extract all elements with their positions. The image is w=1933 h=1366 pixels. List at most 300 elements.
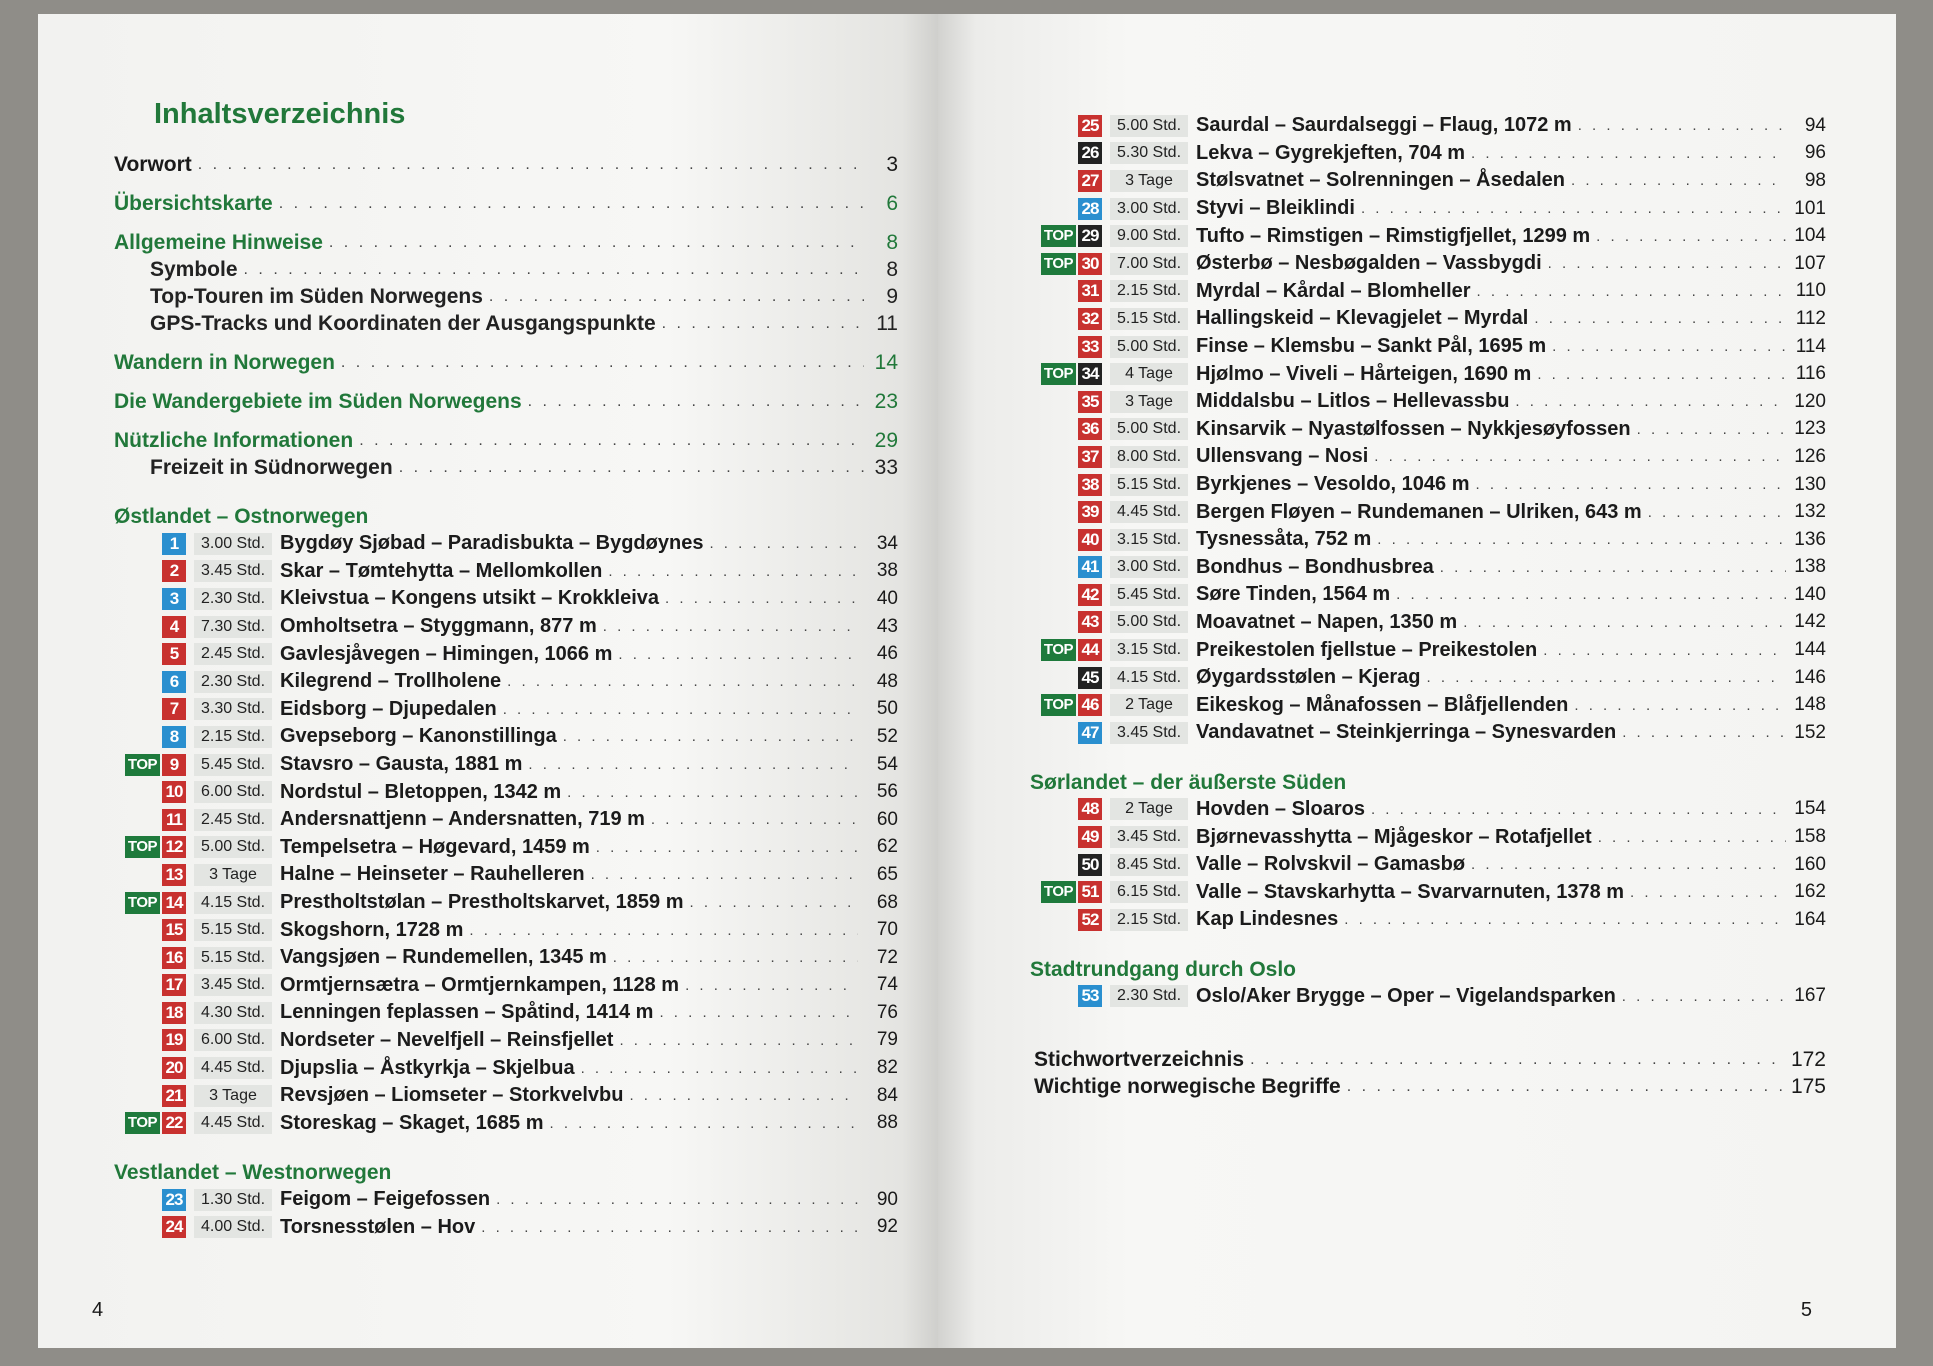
toc-entry-label: Die Wandergebiete im Süden Norwegens — [114, 390, 522, 413]
tour-name: Revsjøen – Liomseter – Storkvelvbu — [280, 1084, 624, 1107]
leader-dots — [1476, 476, 1787, 493]
tour-duration: 3.45 Std. — [194, 560, 272, 582]
tour-page: 123 — [1794, 418, 1826, 440]
tour-name: Bjørnevasshytta – Mjågeskor – Rotafjellet — [1196, 825, 1592, 848]
toc-entry-page: 3 — [886, 153, 898, 176]
tour-badges — [1030, 909, 1102, 931]
tour-name: Eidsborg – Djupedalen — [280, 697, 497, 720]
top-badge: TOP — [1041, 363, 1076, 385]
tour-entry[interactable] — [1030, 360, 1826, 388]
tour-name: Stavsro – Gausta, 1881 m — [280, 753, 523, 776]
tour-name: Vangsjøen – Rundemellen, 1345 m — [280, 946, 607, 969]
tour-number-badge: 18 — [162, 1002, 186, 1024]
tour-entry[interactable] — [1030, 388, 1826, 416]
tour-duration: 3 Tage — [1110, 170, 1188, 192]
tour-entry[interactable] — [114, 916, 898, 944]
tour-badges — [1030, 142, 1102, 164]
toc-entry[interactable] — [114, 256, 898, 283]
tour-page: 38 — [876, 560, 898, 582]
tour-badges — [114, 1085, 186, 1107]
tour-entry[interactable] — [1030, 471, 1826, 499]
leader-dots — [481, 1219, 858, 1236]
tour-duration: 4.45 Std. — [1110, 501, 1188, 523]
toc-entry-label: Symbole — [150, 258, 238, 281]
tour-entry[interactable] — [114, 668, 898, 696]
tour-number-badge: 47 — [1078, 722, 1102, 744]
tour-duration: 3.15 Std. — [1110, 529, 1188, 551]
tour-badges — [114, 1057, 186, 1079]
tour-duration: 5.30 Std. — [1110, 142, 1188, 164]
tour-entry[interactable] — [114, 1214, 898, 1242]
tour-entry[interactable] — [114, 1054, 898, 1082]
tour-badges — [114, 726, 186, 748]
right-page — [938, 14, 1896, 1348]
tour-page: 140 — [1794, 583, 1826, 605]
tour-page: 88 — [876, 1112, 898, 1134]
tour-badges — [1030, 985, 1102, 1007]
tour-page: 160 — [1794, 853, 1826, 875]
tour-page: 136 — [1794, 528, 1826, 550]
tour-entry[interactable] — [1030, 609, 1826, 637]
tour-page: 74 — [876, 974, 898, 996]
leader-dots — [1427, 669, 1786, 686]
tour-entry[interactable] — [1030, 250, 1826, 278]
tour-number-badge: 30 — [1078, 253, 1102, 275]
tour-number-badge: 2 — [162, 560, 186, 582]
tour-badges — [1030, 418, 1102, 440]
leader-dots — [1578, 117, 1786, 134]
tour-name: Lekva – Gygrekjeften, 704 m — [1196, 141, 1466, 164]
tour-badges — [1030, 474, 1102, 496]
tour-name: Moavatnet – Napen, 1350 m — [1196, 610, 1458, 633]
tour-duration: 2 Tage — [1110, 694, 1188, 716]
tour-entry[interactable] — [114, 723, 898, 751]
tour-name: Lenningen feplassen – Spåtind, 1414 m — [280, 1001, 654, 1024]
tour-page: 76 — [876, 1001, 898, 1023]
leader-dots — [503, 701, 858, 718]
leader-dots — [618, 646, 858, 663]
leader-dots — [1537, 366, 1786, 383]
tour-page: 82 — [876, 1057, 898, 1079]
tour-number-badge: 13 — [162, 864, 186, 886]
leader-dots — [665, 590, 858, 607]
leader-dots — [496, 1191, 858, 1208]
tour-badges — [114, 781, 186, 803]
tour-number-badge: 28 — [1078, 198, 1102, 220]
leader-dots — [690, 894, 859, 911]
tour-duration: 3 Tage — [194, 864, 272, 886]
tour-entry[interactable] — [114, 640, 898, 668]
leader-dots — [1552, 338, 1786, 355]
tour-badges — [114, 754, 186, 776]
tour-page: 65 — [876, 863, 898, 885]
tour-duration: 4.15 Std. — [1110, 667, 1188, 689]
tour-name: Kleivstua – Kongens utsikt – Krokkleiva — [280, 587, 660, 610]
tour-number-badge: 7 — [162, 698, 186, 720]
tour-entry[interactable] — [1030, 140, 1826, 168]
tour-name: Vandavatnet – Steinkjerringa – Synesvarden — [1196, 721, 1617, 744]
tour-entry[interactable] — [114, 1186, 898, 1214]
tour-number-badge: 16 — [162, 947, 186, 969]
tour-entry[interactable] — [1030, 195, 1826, 223]
tour-number-badge: 37 — [1078, 446, 1102, 468]
tour-badges — [1030, 798, 1102, 820]
tour-badges — [114, 864, 186, 886]
tour-entry[interactable] — [1030, 526, 1826, 554]
toc-entry-page: 9 — [886, 285, 898, 308]
tour-page: 130 — [1794, 473, 1826, 495]
tour-badges — [114, 836, 186, 858]
tour-page: 144 — [1794, 639, 1826, 661]
tour-duration: 4.15 Std. — [194, 892, 272, 914]
tour-badges — [1030, 391, 1102, 413]
tour-entry[interactable] — [1030, 581, 1826, 609]
tour-entry[interactable] — [114, 1082, 898, 1110]
tour-name: Skogshorn, 1728 m — [280, 918, 464, 941]
tour-name: Nordseter – Nevelfjell – Reinsfjellet — [280, 1028, 614, 1051]
tour-number-badge: 50 — [1078, 854, 1102, 876]
tour-entry[interactable] — [1030, 443, 1826, 471]
tour-entry[interactable] — [1030, 636, 1826, 664]
tour-badges — [114, 671, 186, 693]
tour-badges — [1030, 667, 1102, 689]
leader-dots — [1574, 697, 1786, 714]
tour-entry[interactable] — [1030, 719, 1826, 747]
tour-name: Middalsbu – Litlos – Hellevassbu — [1196, 390, 1510, 413]
tour-badges — [1030, 446, 1102, 468]
tour-duration: 3.00 Std. — [1110, 198, 1188, 220]
tour-badges — [1030, 826, 1102, 848]
tour-badges — [1030, 280, 1102, 302]
tour-entry[interactable] — [114, 696, 898, 724]
leader-dots — [399, 454, 864, 481]
tour-entry[interactable] — [1030, 112, 1826, 140]
toc-entry[interactable] — [114, 427, 898, 454]
tour-entry[interactable] — [114, 806, 898, 834]
leader-dots — [244, 256, 864, 283]
tour-badges — [1030, 694, 1102, 716]
tour-duration: 5.15 Std. — [194, 947, 272, 969]
tour-number-badge: 24 — [162, 1216, 186, 1238]
tour-entry[interactable] — [114, 1109, 898, 1137]
tour-page: 84 — [876, 1084, 898, 1106]
toc-entry-label: Nützliche Informationen — [114, 429, 354, 452]
tour-entry[interactable] — [114, 999, 898, 1027]
leader-dots — [1471, 856, 1786, 873]
top-badge: TOP — [1041, 881, 1076, 903]
tour-number-badge: 1 — [162, 533, 186, 555]
tour-duration: 7.30 Std. — [194, 616, 272, 638]
toc-entry[interactable] — [114, 151, 898, 178]
tour-page: 104 — [1794, 225, 1826, 247]
tour-number-badge: 3 — [162, 588, 186, 610]
tour-number-badge: 36 — [1078, 418, 1102, 440]
tour-entry[interactable] — [114, 834, 898, 862]
tour-number-badge: 12 — [162, 836, 186, 858]
tour-badges — [1030, 170, 1102, 192]
tour-page: 120 — [1794, 390, 1826, 412]
tour-entry[interactable] — [1030, 851, 1826, 879]
tour-entry[interactable] — [114, 889, 898, 917]
tour-entry[interactable] — [114, 778, 898, 806]
tour-duration: 2.15 Std. — [194, 726, 272, 748]
tour-page: 56 — [876, 781, 898, 803]
tour-page: 110 — [1795, 280, 1826, 302]
leader-dots — [1440, 559, 1786, 576]
tour-badges — [1030, 611, 1102, 633]
tour-name: Styvi – Bleiklindi — [1196, 197, 1355, 220]
tour-duration: 2.30 Std. — [194, 671, 272, 693]
end-entries — [1030, 1046, 1826, 1100]
tour-entry[interactable] — [1030, 333, 1826, 361]
leader-dots — [1377, 531, 1786, 548]
toc-entry[interactable] — [114, 349, 898, 376]
tour-name: Hovden – Sloaros — [1196, 797, 1365, 820]
tour-badges — [1030, 363, 1102, 385]
tour-name: Eikeskog – Månafossen – Blåfjellenden — [1196, 693, 1569, 716]
leader-dots — [659, 1004, 858, 1021]
toc-entry-page: 33 — [874, 456, 898, 479]
tour-page: 98 — [1804, 169, 1826, 191]
tour-page: 52 — [876, 725, 898, 747]
leader-dots — [1374, 448, 1786, 465]
tour-entry[interactable] — [1030, 691, 1826, 719]
leader-dots — [591, 866, 858, 883]
tour-page: 162 — [1794, 881, 1826, 903]
tour-number-badge: 11 — [162, 809, 186, 831]
tour-badges — [114, 588, 186, 610]
tour-name: Søre Tinden, 1564 m — [1196, 583, 1391, 606]
tour-entry[interactable] — [1030, 983, 1826, 1011]
tour-badges — [1030, 722, 1102, 744]
tour-entry[interactable] — [114, 751, 898, 779]
tour-page: 148 — [1794, 694, 1826, 716]
leader-dots — [1548, 255, 1786, 272]
tour-entry[interactable] — [1030, 878, 1826, 906]
tour-entry[interactable] — [114, 613, 898, 641]
tour-entry[interactable] — [1030, 906, 1826, 934]
tour-page: 90 — [876, 1188, 898, 1210]
tour-entry[interactable] — [1030, 664, 1826, 692]
tour-number-badge: 42 — [1078, 584, 1102, 606]
tour-name: Preikestolen fjellstue – Preikestolen — [1196, 638, 1538, 661]
tour-name: Gavlesjåvegen – Himingen, 1066 m — [280, 642, 613, 665]
tour-number-badge: 23 — [162, 1189, 186, 1211]
tour-badges — [114, 919, 186, 941]
tour-duration: 1.30 Std. — [194, 1189, 272, 1211]
tour-number-badge: 32 — [1078, 308, 1102, 330]
tour-name: Nordstul – Bletoppen, 1342 m — [280, 780, 562, 803]
leader-dots — [1396, 586, 1786, 603]
tour-duration: 4.45 Std. — [194, 1112, 272, 1134]
tour-page: 101 — [1794, 197, 1826, 219]
tour-badges — [114, 947, 186, 969]
tour-entry[interactable] — [1030, 416, 1826, 444]
toc-entry[interactable] — [1030, 1046, 1826, 1073]
tour-name: Ullensvang – Nosi — [1196, 445, 1369, 468]
tour-entry[interactable] — [1030, 554, 1826, 582]
tour-duration: 4 Tage — [1110, 363, 1188, 385]
tour-number-badge: 15 — [162, 919, 186, 941]
tour-name: Kap Lindesnes — [1196, 908, 1339, 931]
tour-number-badge: 25 — [1078, 115, 1102, 137]
leader-dots — [651, 811, 858, 828]
tour-badges — [1030, 556, 1102, 578]
tour-number-badge: 17 — [162, 974, 186, 996]
tour-page: 43 — [876, 615, 898, 637]
tour-badges — [1030, 854, 1102, 876]
toc-entry[interactable] — [114, 190, 898, 217]
tour-page: 70 — [876, 919, 898, 941]
tour-entry[interactable] — [1030, 823, 1826, 851]
tour-page: 92 — [876, 1216, 898, 1238]
tour-name: Halne – Heinseter – Rauhelleren — [280, 863, 585, 886]
tour-duration: 3.30 Std. — [194, 698, 272, 720]
tour-entry[interactable] — [114, 585, 898, 613]
tour-duration: 4.00 Std. — [194, 1216, 272, 1238]
tour-page: 48 — [876, 670, 898, 692]
tour-name: Tempelsetra – Høgevard, 1459 m — [280, 835, 590, 858]
tour-page: 96 — [1804, 142, 1826, 164]
tour-name: Skar – Tømtehytta – Mellomkollen — [280, 559, 603, 582]
tour-badges — [1030, 501, 1102, 523]
tour-name: Bergen Fløyen – Rundemanen – Ulriken, 643 m — [1196, 500, 1642, 523]
tour-duration: 3 Tage — [194, 1085, 272, 1107]
leader-dots — [1534, 310, 1786, 327]
tour-page: 34 — [876, 532, 898, 554]
toc-entry-label: Übersichtskarte — [114, 192, 273, 215]
leader-dots — [685, 977, 858, 994]
tour-name: Djupslia – Åstkyrkja – Skjelbua — [280, 1056, 575, 1079]
toc-entry-label: Vorwort — [114, 153, 192, 176]
leader-dots — [613, 949, 858, 966]
leader-dots — [1622, 988, 1786, 1005]
tour-badges — [1030, 308, 1102, 330]
toc-entry[interactable] — [114, 310, 898, 337]
leader-dots — [619, 1032, 858, 1049]
tour-entry[interactable] — [114, 1027, 898, 1055]
tour-page: 114 — [1795, 335, 1826, 357]
tour-entry[interactable] — [114, 972, 898, 1000]
tour-page: 158 — [1794, 826, 1826, 848]
toc-entry-label: Freizeit in Südnorwegen — [150, 456, 393, 479]
tour-name: Gvepseborg – Kanonstillinga — [280, 725, 557, 748]
tour-page: 68 — [876, 891, 898, 913]
tour-duration: 5.00 Std. — [1110, 115, 1188, 137]
tour-number-badge: 34 — [1078, 363, 1102, 385]
tour-duration: 3.15 Std. — [1110, 639, 1188, 661]
tour-entry[interactable] — [114, 861, 898, 889]
tour-number-badge: 27 — [1078, 170, 1102, 192]
toc-entry-label: Allgemeine Hinweise — [114, 231, 323, 254]
tour-duration: 8.45 Std. — [1110, 854, 1188, 876]
tour-duration: 3.45 Std. — [194, 974, 272, 996]
tour-duration: 4.45 Std. — [194, 1057, 272, 1079]
tour-duration: 2 Tage — [1110, 798, 1188, 820]
tour-number-badge: 33 — [1078, 336, 1102, 358]
toc-entry[interactable] — [114, 454, 898, 481]
tour-name: Storeskag – Skaget, 1685 m — [280, 1111, 544, 1134]
tour-page: 142 — [1794, 611, 1826, 633]
tour-entry[interactable] — [1030, 498, 1826, 526]
tour-name: Byrkjenes – Vesoldo, 1046 m — [1196, 473, 1470, 496]
tour-badges — [114, 533, 186, 555]
tour-duration: 5.00 Std. — [1110, 418, 1188, 440]
tour-duration: 5.00 Std. — [1110, 336, 1188, 358]
tour-page: 152 — [1794, 721, 1826, 743]
tour-name: Finse – Klemsbu – Sankt Pål, 1695 m — [1196, 335, 1547, 358]
tour-duration: 3.00 Std. — [1110, 556, 1188, 578]
tour-badges — [1030, 115, 1102, 137]
tour-page: 79 — [876, 1029, 898, 1051]
tour-duration: 5.15 Std. — [1110, 308, 1188, 330]
tour-badges — [114, 643, 186, 665]
tour-entry[interactable] — [114, 558, 898, 586]
tour-badges — [114, 560, 186, 582]
tour-entry[interactable] — [1030, 278, 1826, 306]
tour-duration: 6.00 Std. — [194, 781, 272, 803]
tour-duration: 2.15 Std. — [1110, 280, 1188, 302]
leader-dots — [1515, 393, 1786, 410]
leader-dots — [1477, 283, 1786, 300]
tour-name: Stølsvatnet – Solrenningen – Åsedalen — [1196, 169, 1565, 192]
tour-entry[interactable] — [1030, 305, 1826, 333]
tour-page: 94 — [1804, 114, 1826, 136]
tour-entry[interactable] — [1030, 222, 1826, 250]
top-badge: TOP — [1041, 225, 1076, 247]
tour-duration: 7.00 Std. — [1110, 253, 1188, 275]
tour-page: 116 — [1795, 363, 1826, 385]
tour-number-badge: 49 — [1078, 826, 1102, 848]
tour-number-badge: 52 — [1078, 909, 1102, 931]
tour-number-badge: 39 — [1078, 501, 1102, 523]
toc-entry[interactable] — [114, 283, 898, 310]
tour-badges — [114, 892, 186, 914]
tour-entry[interactable] — [114, 530, 898, 558]
leader-dots — [596, 839, 858, 856]
tour-duration: 2.15 Std. — [1110, 909, 1188, 931]
tour-duration: 8.00 Std. — [1110, 446, 1188, 468]
tour-badges — [1030, 198, 1102, 220]
tour-duration: 9.00 Std. — [1110, 225, 1188, 247]
left-page — [38, 14, 938, 1348]
tour-entry[interactable] — [1030, 167, 1826, 195]
tour-badges — [1030, 881, 1102, 903]
tour-name: Hjølmo – Viveli – Hårteigen, 1690 m — [1196, 362, 1532, 385]
tour-badges — [114, 1002, 186, 1024]
toc-entry[interactable] — [114, 229, 898, 256]
tour-page: 46 — [876, 643, 898, 665]
left-regions — [114, 503, 898, 1241]
toc-entry[interactable] — [1030, 1073, 1826, 1100]
tour-name: Prestholtstølan – Prestholtskarvet, 1859 m — [280, 891, 684, 914]
toc-entry[interactable] — [114, 388, 898, 415]
toc-title: Inhaltsverzeichnis — [154, 98, 406, 130]
toc-entry-label: Top-Touren im Süden Norwegens — [150, 285, 483, 308]
tour-entry[interactable] — [1030, 796, 1826, 824]
leader-dots — [603, 618, 858, 635]
region-heading: Sørlandet – der äußerste Süden — [1030, 770, 1347, 794]
tour-entry[interactable] — [114, 944, 898, 972]
leader-dots — [1371, 801, 1786, 818]
tour-name: Torsnesstølen – Hov — [280, 1215, 476, 1238]
leader-dots — [528, 756, 858, 773]
tour-duration: 3 Tage — [1110, 391, 1188, 413]
tour-duration: 2.45 Std. — [194, 643, 272, 665]
leader-dots — [608, 563, 858, 580]
tour-page: 164 — [1794, 908, 1826, 930]
tour-duration: 5.45 Std. — [194, 754, 272, 776]
